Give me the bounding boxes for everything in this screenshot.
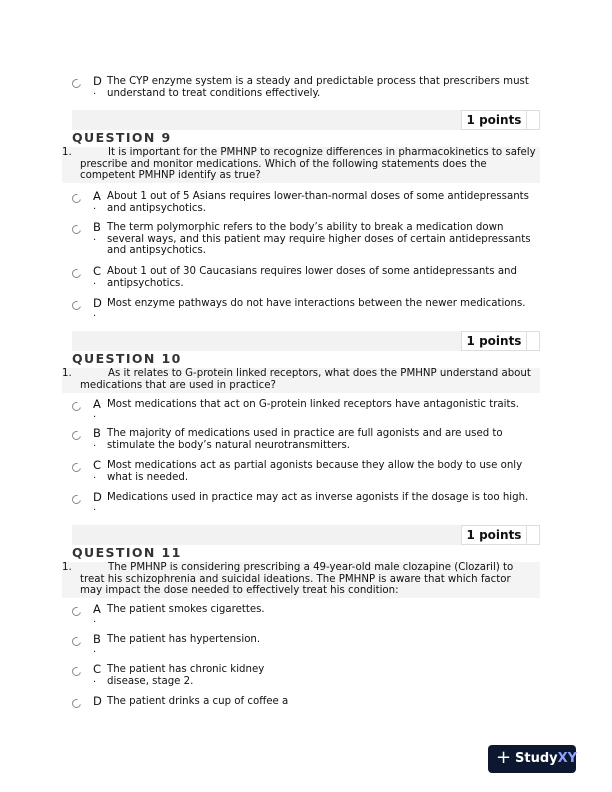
radio-icon[interactable]	[70, 400, 82, 412]
points-tail	[527, 110, 540, 130]
option-text: The majority of medications used in practice are full agonists and are used to stimulate the body’s natural neurotransmitters.	[107, 428, 503, 451]
radio-icon[interactable]	[70, 461, 82, 473]
option-letter: D	[93, 490, 102, 504]
radio-icon[interactable]	[70, 299, 82, 311]
option-text: About 1 out of 30 Caucasians requires lower doses of some antidepressants and antipsychotics.	[107, 266, 517, 289]
option-dot: .	[93, 86, 97, 97]
option-text: The patient has hypertension.	[107, 634, 261, 645]
radio-icon[interactable]	[70, 77, 82, 89]
option-letter: B	[93, 632, 101, 646]
points-label: 1 points	[461, 110, 527, 130]
option-letter: C	[93, 264, 102, 278]
question-number: 1.	[62, 147, 72, 158]
option-c[interactable]	[72, 664, 332, 692]
question-title: QUESTION 11	[72, 545, 182, 560]
option-b[interactable]	[72, 222, 542, 260]
option-dot: .	[93, 502, 97, 513]
radio-icon[interactable]	[70, 665, 82, 677]
brand-name: StudyXY	[515, 751, 578, 766]
option-d[interactable]	[72, 298, 542, 322]
points-tail	[527, 331, 540, 351]
option-c[interactable]	[72, 460, 542, 486]
option-dot: .	[93, 201, 97, 212]
option-dot: .	[93, 674, 97, 685]
option-dot: .	[93, 276, 97, 287]
question-text: As it relates to G-protein linked receptors, what does the PMHNP understand about medications that are used in practice?	[80, 368, 531, 391]
option-dot: .	[93, 644, 97, 655]
option-text: Most medications act as partial agonists because they allow the body to use only what is needed.	[107, 460, 523, 483]
question-box	[62, 368, 540, 393]
option-a[interactable]	[72, 399, 542, 425]
option-text: About 1 out of 5 Asians requires lower-than-normal doses of some antidepressants and antipsychotics.	[107, 191, 529, 214]
radio-icon[interactable]	[70, 635, 82, 647]
question-number: 1.	[62, 562, 72, 573]
option-letter: A	[93, 189, 101, 203]
option-letter: C	[93, 662, 102, 676]
option-text: The CYP enzyme system is a steady and predictable process that prescribers must understand to treat conditions effectively.	[107, 76, 529, 99]
points-bar	[72, 525, 540, 545]
option-text: The patient has chronic kidney disease, stage 2.	[107, 664, 265, 687]
question-title: QUESTION 10	[72, 351, 182, 366]
option-letter: B	[93, 220, 101, 234]
option-b[interactable]	[72, 634, 542, 660]
points-label: 1 points	[461, 331, 527, 351]
option-text: The patient drinks a cup of coffee a	[107, 696, 289, 707]
question-box	[62, 562, 540, 598]
plus-icon: +	[496, 747, 512, 768]
option-letter: C	[93, 458, 102, 472]
radio-icon[interactable]	[70, 223, 82, 235]
option-letter: D	[93, 296, 102, 310]
question-title: QUESTION 9	[72, 130, 172, 145]
option-letter: D	[93, 694, 102, 708]
points-tail	[527, 525, 540, 545]
radio-icon[interactable]	[70, 192, 82, 204]
option-dot: .	[93, 409, 97, 420]
option-text: The term polymorphic refers to the body’s ability to break a medication down several ways, and this patient may require higher doses of certain antidepressants and antipsychotics.	[107, 222, 531, 257]
question-number: 1.	[62, 368, 72, 379]
option-letter: A	[93, 602, 101, 616]
option-text: Medications used in practice may act as inverse agonists if the dosage is too high.	[107, 492, 529, 503]
option-b[interactable]	[72, 428, 542, 454]
points-bar	[72, 110, 540, 130]
question-box	[62, 147, 540, 183]
option-dot: .	[93, 438, 97, 449]
option-d[interactable]	[72, 492, 542, 516]
radio-icon[interactable]	[70, 493, 82, 505]
option-letter: B	[93, 426, 101, 440]
radio-icon[interactable]	[70, 605, 82, 617]
option-a[interactable]	[72, 191, 542, 217]
option-text: Most medications that act on G-protein linked receptors have antagonistic traits.	[107, 399, 519, 410]
question-text: The PMHNP is considering prescribing a 49-year-old male clozapine (Clozaril) to treat his schizophrenia and suicidal ideations. The PMHNP is aware that which factor may impact the dose needed to effectively treat his condition:	[80, 562, 514, 597]
radio-icon[interactable]	[70, 429, 82, 441]
option-dot: .	[93, 232, 97, 243]
option-d[interactable]	[72, 696, 542, 716]
option-dot: .	[93, 470, 97, 481]
question-text: It is important for the PMHNP to recognize differences in pharmacokinetics to safely prescribe and monitor medications. Which of the following statements does the competent PMHNP identify as true?	[80, 147, 536, 182]
radio-icon[interactable]	[70, 267, 82, 279]
option-dot: .	[93, 308, 97, 319]
option-a[interactable]	[72, 604, 542, 630]
option-text: The patient smokes cigarettes.	[107, 604, 265, 615]
option-text: Most enzyme pathways do not have interactions between the newer medications.	[107, 298, 526, 309]
option-letter: A	[93, 397, 101, 411]
points-label: 1 points	[461, 525, 527, 545]
option-d[interactable]	[72, 76, 542, 102]
points-bar	[72, 331, 540, 351]
option-c[interactable]	[72, 266, 542, 292]
studyxy-logo	[488, 745, 576, 773]
option-dot: .	[93, 614, 97, 625]
radio-icon[interactable]	[70, 697, 82, 709]
option-letter: D	[93, 74, 102, 88]
